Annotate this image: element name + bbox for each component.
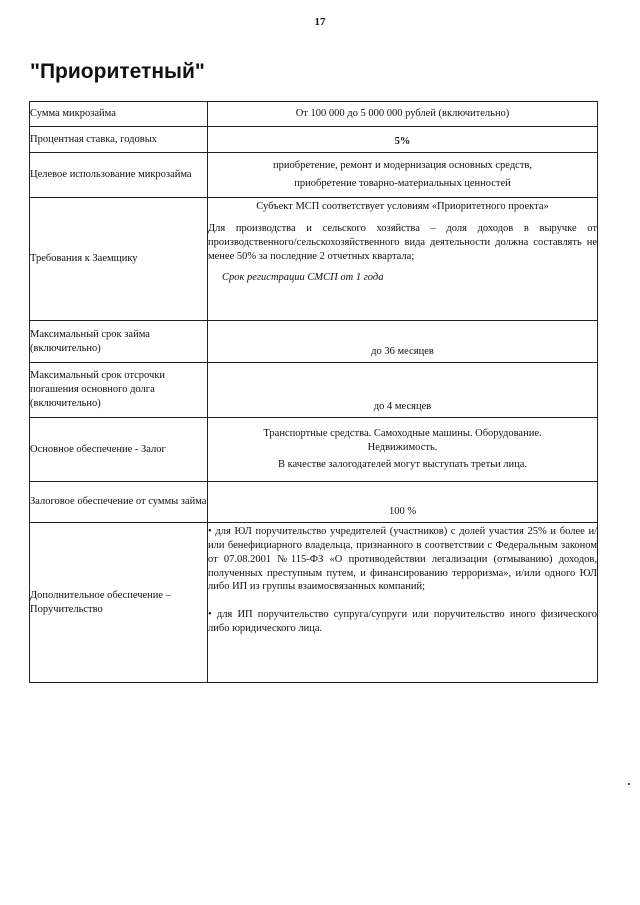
row-label-purpose: Целевое использование микрозайма: [30, 153, 208, 198]
table-row-collateral: [30, 418, 598, 482]
row-value-deferral: до 4 месяцев: [208, 363, 598, 418]
guarantee-bullet-2: • для ИП поручительство супруга/супруги или поручительство иного физического либо юридического лица.: [208, 609, 597, 635]
row-label-requirements: Требования к Заемщику: [30, 198, 208, 321]
table-row-requirements: [30, 198, 598, 321]
scan-mark: [628, 783, 630, 785]
row-value-rate: 5%: [208, 127, 598, 153]
requirements-line-2: Для производства и сельского хозяйства – доля доходов в выручке от производственного/сельскохозяйственного вида деятельности должна составлять не менее 50% за последние 2 отчетных квартала;: [208, 222, 597, 262]
row-label-collateral-share: Залоговое обеспечение от суммы займа: [30, 482, 208, 523]
table-row-deferral: [30, 363, 598, 418]
row-value-collateral-share: 100 %: [208, 482, 598, 523]
row-value-max-term: до 36 месяцев: [208, 321, 598, 363]
purpose-line-2: приобретение товарно-материальных ценностей: [294, 178, 511, 189]
table-row-amount: [30, 102, 598, 127]
collateral-line-3: В качестве залогодателей могут выступать третьи лица.: [277, 458, 527, 470]
row-label-guarantee: Дополнительное обеспечение – Поручительство: [30, 523, 208, 683]
table-row-guarantee: [30, 523, 598, 683]
requirements-line-3: Срок регистрации СМСП от 1 года: [222, 272, 384, 284]
purpose-line-1: приобретение, ремонт и модернизация основных средств,: [272, 160, 532, 172]
row-value-purpose: [208, 153, 598, 198]
table-row-rate: [30, 127, 598, 153]
row-value-amount: От 100 000 до 5 000 000 рублей (включительно): [208, 102, 598, 127]
row-value-requirements: [208, 198, 598, 321]
row-value-guarantee: [208, 523, 598, 683]
page-title: "Приоритетный": [30, 60, 205, 83]
row-label-max-term: Максимальный срок займа (включительно): [30, 321, 208, 363]
row-label-collateral: Основное обеспечение - Залог: [30, 418, 208, 482]
guarantee-bullet-1: • для ЮЛ поручительство учредителей (участников) с долей участия 25% и более и/или бенефициарного владельца, признанного в соответствии с Федеральным законом от 07.08.2001 №115-ФЗ «О противодействии легализации (отмыванию) доходов, полученных преступным путем, и финансированию терроризма», и/или одного ЮЛ либо ИП из группы взаимосвязанных компаний;: [208, 526, 597, 593]
row-label-deferral: Максимальный срок отсрочки погашения основного долга (включительно): [30, 363, 208, 418]
row-label-rate: Процентная ставка, годовых: [30, 127, 208, 153]
loan-terms-table: [29, 101, 598, 683]
collateral-line-2: Недвижимость.: [367, 442, 438, 454]
row-label-amount: Сумма микрозайма: [30, 102, 208, 127]
row-value-collateral: [208, 418, 598, 482]
collateral-line-1: Транспортные средства. Самоходные машины. Оборудование.: [263, 428, 542, 440]
requirements-line-1: Субъект МСП соответствует условиям «Приоритетного проекта»: [256, 201, 549, 212]
table-row-max-term: [30, 321, 598, 363]
table-row-purpose: [30, 153, 598, 198]
page-number: 17: [314, 16, 326, 28]
table-row-collateral-share: [30, 482, 598, 523]
